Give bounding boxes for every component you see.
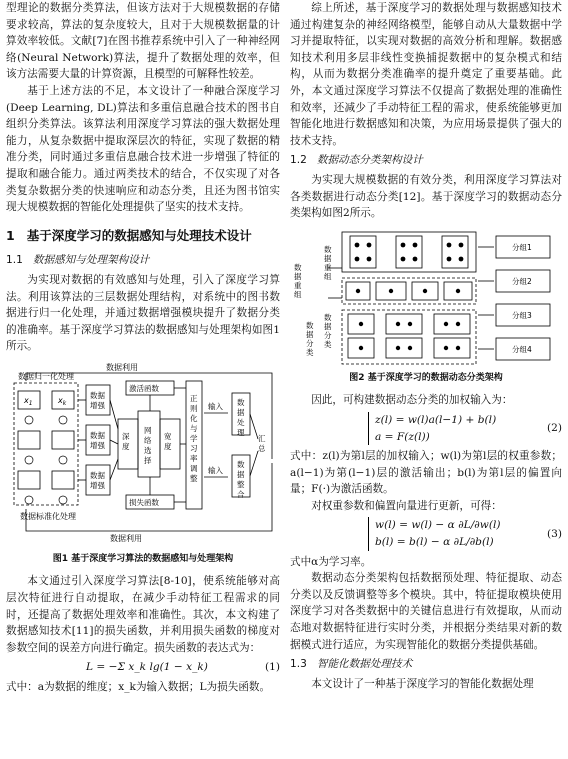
- fig1-aug-1: 数据增强: [90, 390, 105, 410]
- right-paragraph-3: 因此，可构建数据动态分类的加权输入为：: [311, 394, 513, 407]
- fig2-left-label-1: 数据重组: [324, 244, 332, 281]
- right-paragraph-6: 式中α为学习率。: [290, 555, 372, 568]
- equation-2-line-1: z(l) = w(l)a(l−1) + b(l): [375, 413, 497, 426]
- subsection-title: 数据感知与处理架构设计: [32, 254, 150, 267]
- equation-1: [6, 659, 280, 676]
- right-paragraph-8: 本文设计了一种基于深度学习的智能化数据处理: [311, 677, 534, 690]
- fig1-activation: 激活函数: [129, 383, 159, 393]
- fig2-bottom-block: [342, 310, 476, 364]
- right-column: [290, 0, 562, 692]
- equation-3-line-2: b(l) = b(l) − α ∂L/∂b(l): [375, 536, 494, 549]
- fig2-cell-a: [350, 236, 376, 268]
- right-paragraph-7: 数据动态分类架构包括数据预处理、特征提取、动态分类以及反馈调整等多个模块。其中，特征提取模块使用深度学习对各类数据中的关键信息进行有效提取，从而动态地对数据特征进行实时分类，并根据分类结果对新的数据模式进行适应，为实现智能化的数据分类提供基础。: [290, 572, 562, 651]
- fig1-regular: 正则化与学习率调整: [190, 393, 198, 483]
- section-number: 1: [6, 227, 15, 243]
- x1-cell-2: [18, 431, 40, 449]
- fig2-bot-cell-2: [386, 314, 422, 334]
- x1-cell-3: [18, 471, 40, 489]
- equation-1-body: L = −Σ x_k lg(1 − x_k): [86, 661, 208, 674]
- equation-2-line-2: a = F(z(l)): [375, 430, 430, 443]
- svg-text:x1: [23, 396, 33, 407]
- fig1-xk-label: x: [58, 395, 63, 405]
- subsection-heading-1-1: [6, 252, 280, 269]
- right-paragraph-5: 对权重参数和偏置向量进行更新，可得：: [311, 499, 502, 512]
- equation-2-body: [368, 412, 496, 445]
- subsection-title: 智能化数据处理技术: [316, 658, 413, 671]
- subsection-heading-1-3: [290, 656, 562, 673]
- section-title: 基于深度学习的数据感知与处理技术设计: [26, 227, 252, 243]
- fig1-network: 网络选择: [144, 425, 152, 465]
- fig1-processing: 数据处理: [237, 397, 245, 437]
- fig2-bot-cell-5: [386, 338, 422, 358]
- figure-1-diagram: [6, 359, 280, 549]
- equation-2-number: (2): [546, 422, 562, 435]
- right-paragraph-2: 为实现大规模数据的有效分类，利用深度学习算法对各类数据进行动态分类[12]。基于深度学习的数据动态分类架构如图2所示。: [290, 173, 562, 220]
- figure-2-caption: 图2 基于深度学习的数据动态分类架构: [349, 372, 503, 383]
- left-paragraph-5: 式中：a为数据的维度；x_k为输入数据；L为损失函数。: [6, 681, 271, 694]
- equation-3-body: [368, 517, 500, 550]
- fig1-input-1: 输入: [208, 401, 223, 411]
- fig1-loss: 损失函数: [129, 497, 159, 507]
- figure-1-caption: 图1 基于深度学习算法的数据感知与处理架构: [52, 553, 234, 564]
- right-paragraph-1: 综上所述，基于深度学习的数据处理与数据感知技术通过构建复杂的神经网络模型，能够自动从大量数据中学习并提取特征，以实现对数据的高效分析和理解。数据感知技术利用多层非线性变换捕捉数据中的复杂模式和结构，从而为数据分类准确率的提升奠定了重要基础。此外，本文通过深度学习算法不仅提高了数据处理的准确性和效率，还减少了手动特征工程的需求，使系统能够更加智能化地进行数据感知和决策，为应用场景提供了强大的技术支持。: [290, 2, 562, 147]
- equation-3-number: (3): [546, 527, 562, 540]
- fig2-group-3: 分组3: [512, 310, 532, 320]
- fig1-xk-sub: k: [62, 399, 67, 407]
- fig1-width: 宽度: [164, 431, 172, 451]
- fig1-bottom-label: 数据利用: [110, 533, 142, 543]
- fig1-aug-2: 数据增强: [90, 430, 105, 450]
- fig2-left-label-2: 数据分类: [324, 312, 332, 349]
- subsection-number: 1.3: [290, 658, 307, 671]
- equation-3: [290, 517, 562, 550]
- fig1-std-label: 数据标准化处理: [20, 511, 76, 521]
- fig2-bot-cell-3: [434, 314, 470, 334]
- equation-1-number: (1): [264, 661, 280, 674]
- left-paragraph-1: 型理论的数据分类算法，但该方法对于大规模数据的存储要求较高，算法的复杂度较大，且对于大规模数据量的计算效率较低。文献[7]在图书推荐系统中引入了一种神经网络(Neural Network)算法，提升了数据处理的效率，但该方法需要大量的计算资源，且模型的可解释性较差。: [6, 2, 280, 81]
- left-column: [6, 0, 280, 696]
- augmentation-box-3: [86, 465, 110, 495]
- figure-2-diagram: [290, 228, 562, 368]
- fig2-group-2: 分组2: [512, 276, 532, 286]
- left-paragraph-2: 基于上述方法的不足，本文设计了一种融合深度学习(Deep Learning, DL)算法和多重信息融合技术的图书自组织分类算法。该算法利用深度学习算法的强大数据处理能力，从复杂数据中提取深层次的特征，实现了数据的精准分类，同时通过多重信息融合技术进一步增强了特征的提取和融合能力。通过两类技术的结合，不仅实现了对各类复杂数据分类的快速响应和动态分类，且还为图书馆实现大规模数据的智能化处理提供了坚实的技术支持。: [6, 84, 280, 214]
- left-paragraph-4: 本文通过引入深度学习算法[8-10]，使系统能够对高层次特征进行自动提取，在减少手动特征工程需求的同时，还提高了数据处理效率和准确性。其次，本文构建了数据感知技术[11]的损失函数，并利用损失函数的梯度对参数空间的误差方向进行确定。损失函数的表达式为：: [6, 575, 280, 654]
- fig1-summary: 汇总: [258, 433, 266, 453]
- equation-3-line-1: w(l) = w(l) − α ∂L/∂w(l): [375, 519, 501, 532]
- fig2-group-4: 分组4: [512, 344, 532, 354]
- augmentation-box-2: [86, 425, 110, 455]
- subsection-number: 1.1: [6, 254, 23, 267]
- augmentation-box-1: [86, 385, 110, 415]
- subsection-number: 1.2: [290, 154, 307, 167]
- subsection-title: 数据动态分类架构设计: [316, 154, 423, 167]
- fig2-bot-cell-6: [434, 338, 470, 358]
- fig1-top-label: 数据利用: [106, 362, 138, 372]
- subsection-heading-1-2: [290, 152, 562, 169]
- fig2-mid-label-1: 数据重组: [294, 262, 302, 299]
- xk-cell-3: [52, 471, 74, 489]
- fig2-top-block: [342, 232, 476, 272]
- fig1-x1-sub: 1: [28, 399, 33, 407]
- fig2-group-1: 分组1: [512, 242, 532, 252]
- equation-2: [290, 412, 562, 445]
- fig1-norm-label: 数据归一化处理: [18, 371, 74, 381]
- fig1-merging: 数据整合: [237, 459, 245, 499]
- fig2-mid-label-2: 数据分类: [306, 320, 314, 357]
- xk-cell-2: [52, 431, 74, 449]
- right-paragraph-4: 式中：z(l)为第l层的加权输入；w(l)为第l层的权重参数；a(l−1)为第(l−1)层的激活输出；b(l)为第l层的偏置向量；F(·)为激活函数。: [290, 450, 562, 496]
- left-paragraph-3: 为实现对数据的有效感知与处理，引入了深度学习算法。利用该算法的三层数据处理结构，对系统中的图书数据进行归一化处理，并通过数据增强模块提升了数据分类的准确率。基于深度学习算法的数据感知与处理架构如图1所示。: [6, 273, 280, 353]
- fig2-cell-b: [396, 236, 422, 268]
- fig1-depth: 深度: [122, 431, 130, 451]
- svg-text:xk: [57, 396, 67, 407]
- fig1-aug-3: 数据增强: [90, 470, 105, 490]
- fig2-cell-c: [442, 236, 468, 268]
- fig1-input-2: 输入: [208, 465, 223, 475]
- fig1-x1-label: x: [24, 395, 29, 405]
- section-heading-1: [6, 228, 280, 245]
